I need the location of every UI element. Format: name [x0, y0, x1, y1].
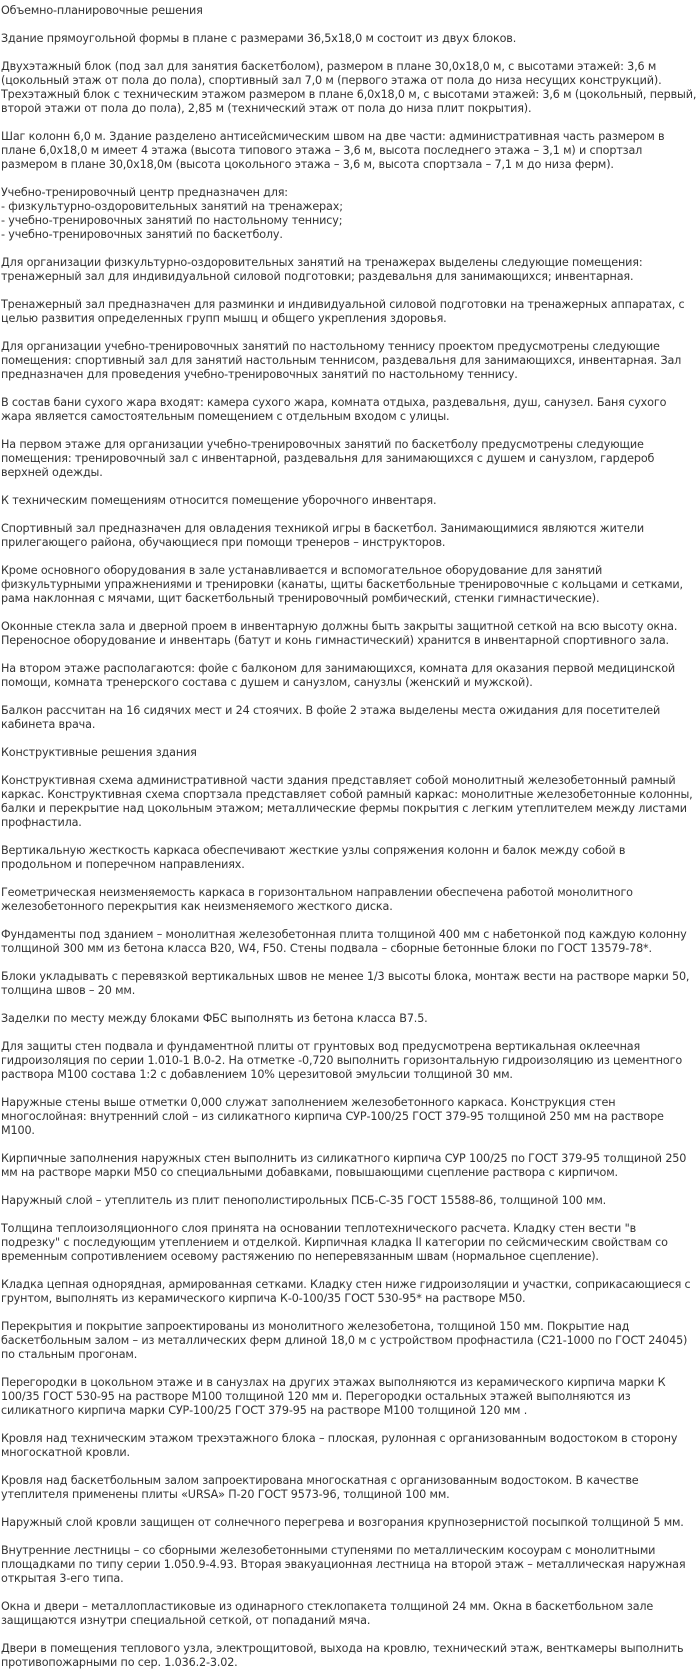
- paragraph: Балкон рассчитан на 16 сидячих мест и 24 стоячих. В фойе 2 этажа выделены места ожидания для посетителей кабинета врача.: [1, 704, 661, 731]
- paragraph: Для защиты стен подвала и фундаментной плиты от грунтовых вод предусмотрена вертикальная оклеечная гидроизоляция по серии 1.010-1 В.0-2. На отметке -0,720 выполнить горизонтальную гидроизоляцию из цементного раствора М100 состава 1:2 с добавлением 10% церезитовой эмульсии толщиной 30 мм.: [1, 1040, 683, 1081]
- paragraph: Наружные стены выше отметки 0,000 служат заполнением железобетонного каркаса. Конструкция стен многослойная: внутренний слой – из силикатного кирпича СУР-100/25 ГОСТ 379-95 толщиной 250 мм на растворе М100.: [1, 1096, 664, 1137]
- paragraph: Заделки по месту между блоками ФБС выполнять из бетона класса В7.5.: [1, 1012, 428, 1025]
- paragraph: Окна и двери – металлопластиковые из одинарного стеклопакета толщиной 24 мм. Окна в баскетбольном зале защищаются изнутри специальной сеткой, от попаданий мяча.: [1, 1600, 654, 1627]
- section-heading-planning: Объемно-планировочные решения: [1, 4, 203, 17]
- paragraph: Кровля над баскетбольным залом запроектирована многоскатная с организованным водостоком. В качестве утеплителя применены плиты «URSA» П-20 ГОСТ 9573-96, толщиной 100 мм.: [1, 1474, 639, 1501]
- paragraph: На первом этаже для организации учебно-тренировочных занятий по баскетболу предусмотрены следующие помещения: тренировочный зал с инвентарной, раздевальня для занимающихся с душем и санузлом, гардероб верхней одежды.: [1, 438, 655, 479]
- paragraph: Конструктивная схема административной части здания представляет собой монолитный железобетонный рамный каркас. Конструктивная схема спортзала представляет собой рамный каркас: монолитные железобетонные колонны, балки и перекрытие над цокольным этажом; металлические фермы покрытия с легким утеплителем между листами профнастила.: [1, 774, 693, 829]
- paragraph: Кроме основного оборудования в зале устанавливается и вспомогательное оборудование для занятий физкультурными упражнениями и тренировки (канаты, щиты баскетбольные тренировочные с кольцами и сетками, рама наклонная с мячами, щит баскетбольный тренировочный ромбический, стенки гимнастические).: [1, 564, 683, 605]
- paragraph: Шаг колонн 6,0 м. Здание разделено антисейсмическим швом на две части: административная часть размером в плане 6,0х18,0 м имеет 4 этажа (высота типового этажа – 3,6 м, высота последнего этажа – 3,1 м) и спортзал размером в плане 30,0х18,0м (высота цокольного этажа – 3,6 м, высота спортзала – 7,1 м до низа ферм).: [1, 130, 665, 171]
- paragraph: Внутренние лестницы – со сборными железобетонными ступенями по металлическим косоурам с монолитными площадками по типу серии 1.050.9-4.93. Вторая эвакуационная лестница на второй этаж – металлическая наружная открытая 3-его типа.: [1, 1544, 686, 1585]
- paragraph: Тренажерный зал предназначен для разминки и индивидуальной силовой подготовки на тренажерных аппаратах, с целью развития определенных групп мышц и общего укрепления здоровья.: [1, 298, 685, 325]
- paragraph: К техническим помещениям относится помещение уборочного инвентаря.: [1, 494, 437, 507]
- paragraph: Геометрическая неизменяемость каркаса в горизонтальном направлении обеспечена работой монолитного железобетонного перекрытия как неизменяемого жесткого диска.: [1, 886, 633, 913]
- paragraph: В состав бани сухого жара входят: камера сухого жара, комната отдыха, раздевальня, душ, санузел. Баня сухого жара является самостоятельным помещением с отдельным входом с улицы.: [1, 396, 667, 423]
- paragraph: Блоки укладывать с перевязкой вертикальных швов не менее 1/3 высоты блока, монтаж вести на растворе марки 50, толщина швов – 20 мм.: [1, 970, 690, 997]
- paragraph: Двухэтажный блок (под зал для занятия баскетболом), размером в плане 30,0х18,0 м, с высотами этажей: 3,6 м (цокольный этаж от пола до пола), спортивный зал 7,0 м (первого этажа от пола до низа несущих конструкций). Трехэтажный блок с техническим этажом размером в плане 6,0х18,0 м, с высотами этажей: 3,6 м (цокольный, первый, второй этажи от пола до пола), 2,85 м (технический этаж от пола до низа плит покрытия).: [1, 60, 697, 115]
- section-heading-structural: Конструктивные решения здания: [1, 746, 197, 759]
- paragraph: Спортивный зал предназначен для овладения техникой игры в баскетбол. Занимающимися являются жители прилегающего района, обучающиеся при помощи тренеров – инструкторов.: [1, 522, 644, 549]
- paragraph: Здание прямоугольной формы в плане с размерами 36,5х18,0 м состоит из двух блоков.: [1, 32, 517, 45]
- paragraph: Кладка цепная однорядная, армированная сетками. Кладку стен ниже гидроизоляции и участки, соприкасающиеся с грунтом, выполнять из керамического кирпича К-0-100/35 ГОСТ 530-95* на растворе М50.: [1, 1278, 691, 1305]
- paragraph: Кровля над техническим этажом трехэтажного блока – плоская, рулонная с организованным водостоком в сторону многоскатной кровли.: [1, 1432, 678, 1459]
- paragraph: На втором этаже располагаются: фойе с балконом для занимающихся, комната для оказания первой медицинской помощи, комната тренерского состава с душем и санузлом, санузлы (женский и мужской).: [1, 662, 676, 689]
- paragraph: Перекрытия и покрытие запроектированы из монолитного железобетона, толщиной 150 мм. Покрытие над баскетбольным залом – из металлических ферм длиной 18,0 м с устройством профнастила (С21-1000 по ГОСТ 24045) по стальным прогонам.: [1, 1320, 688, 1361]
- paragraph: Для организации физкультурно-оздоровительных занятий на тренажерах выделены следующие помещения: тренажерный зал для индивидуальной силовой подготовки; раздевальня для занимающихся; инвентарная.: [1, 256, 643, 283]
- purpose-list: Учебно-тренировочный центр предназначен для: - физкультурно-оздоровительных занятий на тренажерах; - учебно-тренировочных занятий по настольному теннису; - учебно-тренировочных занятий по баскетболу.: [1, 186, 343, 241]
- paragraph: Наружный слой кровли защищен от солнечного перегрева и возгорания крупнозернистой посыпкой толщиной 5 мм.: [1, 1516, 684, 1529]
- paragraph: Перегородки в цокольном этаже и в санузлах на других этажах выполняются из керамического кирпича марки К 100/35 ГОСТ 530-95 на растворе М100 толщиной 120 мм и. Перегородки остальных этажей выполняются из силикатного кирпича марки СУР-100/25 ГОСТ 379-95 на растворе М100 толщиной 120 мм .: [1, 1376, 666, 1417]
- paragraph: Вертикальную жесткость каркаса обеспечивают жесткие узлы сопряжения колонн и балок между собой в продольном и поперечном направлениях.: [1, 844, 626, 871]
- paragraph: Фундаменты под зданием – монолитная железобетонная плита толщиной 400 мм с набетонкой под каждую колонну толщиной 300 мм из бетона класса В20, W4, F50. Стены подвала – сборные бетонные блоки по ГОСТ 13579-78*.: [1, 928, 687, 955]
- paragraph: Толщина теплоизоляционного слоя принята на основании теплотехнического расчета. Кладку стен вести "в подрезку" с последующим утеплением и отделкой. Кирпичная кладка II категории по сейсмическим свойствам со временным сопротивлением осевому растяжению по неперевязанным швам (нормальное сцепление).: [1, 1222, 668, 1263]
- paragraph: Для организации учебно-тренировочных занятий по настольному теннису проектом предусмотрены следующие помещения: спортивный зал для занятий настольным теннисом, раздевальня для занимающихся, инвентарная. Зал предназначен для проведения учебно-тренировочных занятий по настольному теннису.: [1, 340, 682, 381]
- paragraph: Оконные стекла зала и дверной проем в инвентарную должны быть закрыты защитной сеткой на всю высоту окна. Переносное оборудование и инвентарь (батут и конь гимнастический) хранится в инвентарной спортивного зала.: [1, 620, 678, 647]
- paragraph: Кирпичные заполнения наружных стен выполнить из силикатного кирпича СУР 100/25 по ГОСТ 379-95 толщиной 250 мм на растворе марки М50 со специальными добавками, повышающими сцепление раствора с кирпичом.: [1, 1152, 687, 1179]
- paragraph: Наружный слой – утеплитель из плит пенополистирольных ПСБ-С-35 ГОСТ 15588-86, толщиной 100 мм.: [1, 1194, 607, 1207]
- paragraph: Двери в помещения теплового узла, электрощитовой, выхода на кровлю, технический этаж, венткамеры выполнить противопожарными по сер. 1.036.2-3.02.: [1, 1642, 684, 1669]
